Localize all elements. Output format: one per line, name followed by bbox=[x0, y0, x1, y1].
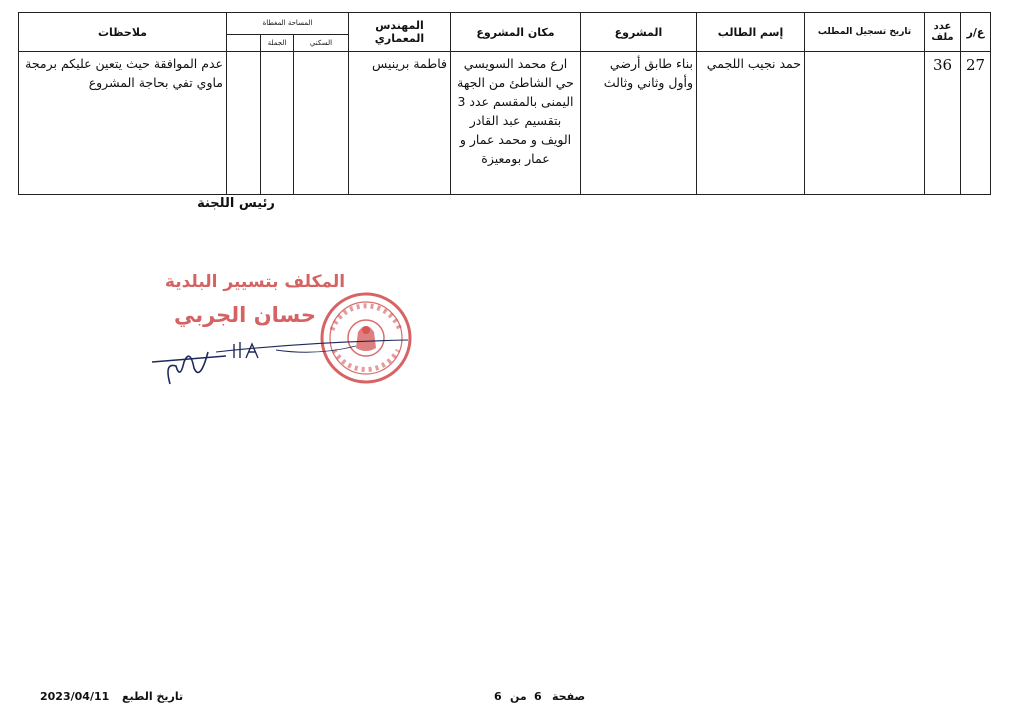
header-area-total: الجملة bbox=[261, 34, 294, 51]
header-architect: المهندس المعماري bbox=[349, 13, 451, 52]
cell-area-residential bbox=[227, 52, 261, 195]
page-label: صفحة bbox=[552, 690, 586, 703]
header-project: المشروع bbox=[581, 13, 697, 52]
of-label: من bbox=[510, 690, 527, 703]
registry-table bbox=[18, 12, 991, 195]
header-file-count: عدد ملف bbox=[925, 13, 961, 52]
header-notes: ملاحظات bbox=[19, 13, 227, 52]
cell-request-date bbox=[805, 52, 925, 195]
print-date: 2023/04/11 bbox=[40, 690, 110, 703]
cell-architect: فاطمة برينيس bbox=[349, 52, 451, 195]
handwritten-signature-icon bbox=[146, 322, 416, 392]
stamp-name: حسان الجربي bbox=[173, 303, 317, 327]
header-serial: ع/ر bbox=[961, 13, 991, 52]
cell-serial: 27 bbox=[961, 52, 991, 195]
table-row bbox=[19, 52, 991, 195]
committee-chair-label: رئيس اللجنة bbox=[197, 196, 275, 211]
page-total: 6 bbox=[494, 690, 502, 703]
header-area-residential: السكني bbox=[294, 34, 349, 51]
header-location: مكان المشروع bbox=[451, 13, 581, 52]
header-request-date: تاريخ تسجيل المطلب bbox=[805, 13, 925, 52]
cell-area-total bbox=[294, 52, 349, 195]
cell-area-extra bbox=[261, 52, 294, 195]
stamp-title: المكلف بتسيير البلدية bbox=[164, 272, 346, 292]
cell-location: ارع محمد السويسي حي الشاطئ من الجهة اليمنى بالمقسم عدد 3 بتقسيم عبد القادر الويف و محمد عمار و عمار بومعيزة bbox=[451, 52, 581, 195]
page-current: 6 bbox=[534, 690, 542, 703]
header-covered-area: المساحة المغطاة bbox=[227, 13, 349, 35]
cell-applicant: حمد نجيب اللجمي bbox=[697, 52, 805, 195]
cell-notes: عدم الموافقة حيث يتعين عليكم برمجة ماوي تفي بحاجة المشروع bbox=[19, 52, 227, 195]
header-applicant: إسم الطالب bbox=[697, 13, 805, 52]
header-area-extra bbox=[227, 34, 261, 51]
print-date-label: تاريخ الطبع bbox=[122, 690, 184, 703]
cell-file-count: 36 bbox=[925, 52, 961, 195]
cell-project: بناء طابق أرضي وأول وثاني وثالث bbox=[581, 52, 697, 195]
